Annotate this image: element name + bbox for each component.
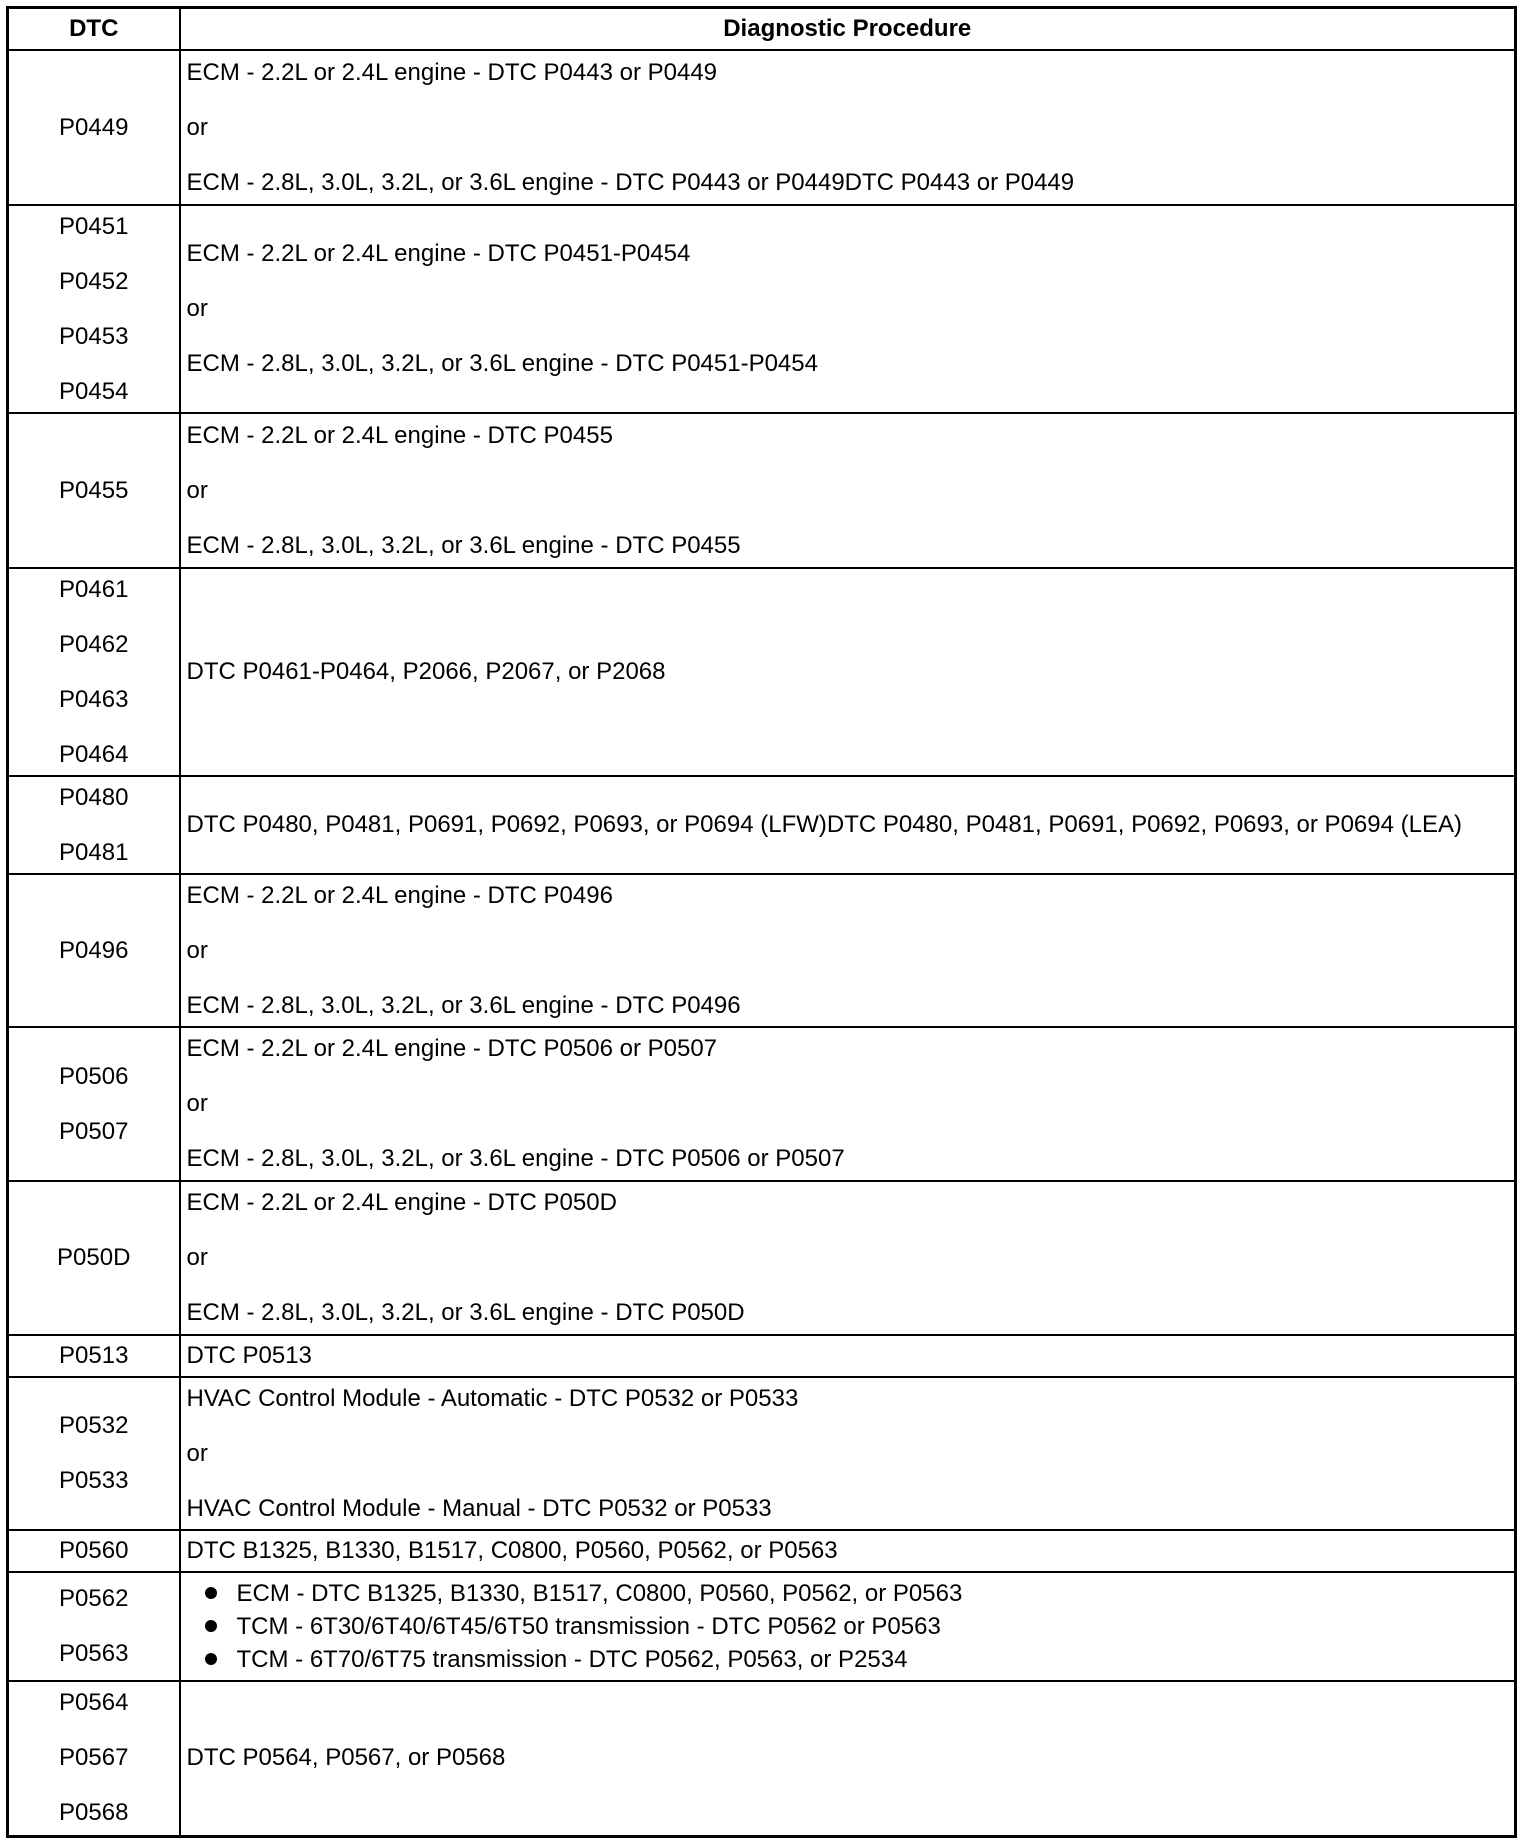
procedure-cell <box>180 776 1516 874</box>
table-row <box>8 776 1516 874</box>
dtc-code: P0464 <box>59 740 129 768</box>
dtc-cell <box>8 50 180 205</box>
dtc-cell <box>8 1572 180 1681</box>
procedure-cell <box>180 874 1516 1027</box>
procedure-cell <box>180 50 1516 205</box>
bullet-dot-icon <box>205 1587 217 1599</box>
procedure-link[interactable]: ECM - 2.8L, 3.0L, 3.2L, or 3.6L engine - DTC P0455 <box>186 531 741 559</box>
dtc-code: P0454 <box>59 377 129 405</box>
dtc-code: P0563 <box>59 1640 129 1667</box>
procedure-cell <box>180 1335 1516 1377</box>
procedure-link[interactable]: TCM - 6T30/6T40/6T45/6T50 transmission - DTC P0562 or P0563 <box>236 1613 941 1640</box>
bullet-item <box>205 1577 1505 1610</box>
procedure-cell <box>180 1181 1516 1335</box>
procedure-text: or <box>186 936 208 964</box>
procedure-cell <box>180 205 1516 413</box>
procedure-link[interactable]: HVAC Control Module - Manual - DTC P0532 or P0533 <box>186 1494 772 1522</box>
procedure-link[interactable]: DTC P0513 <box>186 1342 312 1369</box>
dtc-code: P0453 <box>59 322 129 350</box>
table-row <box>8 1681 1516 1836</box>
table-row <box>8 874 1516 1027</box>
dtc-code: P0461 <box>59 575 129 603</box>
procedure-text: or <box>186 1439 208 1467</box>
procedure-link[interactable]: ECM - 2.2L or 2.4L engine - DTC P050D <box>186 1189 617 1216</box>
dtc-cell <box>8 413 180 568</box>
procedure-link[interactable]: ECM - 2.2L or 2.4L engine - DTC P0506 or P0507 <box>186 1035 718 1062</box>
dtc-cell <box>8 874 180 1027</box>
dtc-code: P0451 <box>59 212 129 240</box>
dtc-cell <box>8 1681 180 1836</box>
dtc-code: P0564 <box>59 1689 129 1717</box>
dtc-cell <box>8 205 180 413</box>
dtc-code: P0507 <box>59 1117 129 1145</box>
table-header-row <box>8 8 1516 51</box>
procedure-link[interactable]: ECM - 2.8L, 3.0L, 3.2L, or 3.6L engine - DTC P0506 or P0507 <box>186 1145 845 1172</box>
procedure-text: or <box>186 1244 208 1271</box>
table-row <box>8 1572 1516 1681</box>
table-row <box>8 1335 1516 1377</box>
dtc-code: P0562 <box>59 1585 129 1612</box>
procedure-text: or <box>186 295 208 322</box>
procedure-cell <box>180 1027 1516 1181</box>
procedure-text: or <box>186 1090 208 1117</box>
dtc-code: P0532 <box>59 1412 129 1439</box>
dtc-code: P0455 <box>59 476 129 504</box>
table-row <box>8 413 1516 568</box>
dtc-code: P0462 <box>59 630 129 658</box>
procedure-link[interactable]: ECM - 2.2L or 2.4L engine - DTC P0496 <box>186 881 613 909</box>
procedure-cell <box>180 1681 1516 1836</box>
procedure-text: or <box>186 113 208 141</box>
dtc-code: P0506 <box>59 1062 129 1090</box>
procedure-link[interactable]: DTC B1325, B1330, B1517, C0800, P0560, P0562, or P0563 <box>186 1537 838 1564</box>
procedure-link[interactable]: ECM - 2.8L, 3.0L, 3.2L, or 3.6L engine - DTC P050D <box>186 1299 745 1326</box>
procedure-column-header: Diagnostic Procedure <box>180 8 1516 51</box>
table-row <box>8 1377 1516 1530</box>
dtc-column-header: DTC <box>8 8 180 51</box>
dtc-code: P0480 <box>59 783 129 811</box>
procedure-link[interactable]: ECM - 2.2L or 2.4L engine - DTC P0451-P0454 <box>186 240 691 267</box>
procedure-link[interactable]: ECM - 2.2L or 2.4L engine - DTC P0455 <box>186 421 613 449</box>
dtc-code: P0481 <box>59 838 129 866</box>
procedure-cell <box>180 568 1516 776</box>
bullet-dot-icon <box>205 1620 217 1632</box>
procedure-link[interactable]: ECM - 2.8L, 3.0L, 3.2L, or 3.6L engine - DTC P0496 <box>186 991 741 1019</box>
table-row <box>8 1530 1516 1572</box>
dtc-code: P0560 <box>59 1537 129 1564</box>
dtc-procedure-document <box>6 6 1514 1827</box>
bullet-item <box>205 1610 1505 1643</box>
table-row <box>8 1181 1516 1335</box>
dtc-code: P050D <box>57 1244 131 1271</box>
procedure-link[interactable]: ECM - 2.8L, 3.0L, 3.2L, or 3.6L engine - DTC P0451-P0454 <box>186 350 818 377</box>
dtc-cell <box>8 1181 180 1335</box>
dtc-code: P0513 <box>59 1342 129 1369</box>
dtc-code: P0568 <box>59 1799 129 1827</box>
dtc-code: P0567 <box>59 1744 129 1772</box>
dtc-code: P0449 <box>59 113 129 141</box>
table-row <box>8 1027 1516 1181</box>
dtc-cell <box>8 568 180 776</box>
dtc-table <box>6 6 1517 1838</box>
procedure-link[interactable]: ECM - DTC B1325, B1330, B1517, C0800, P0560, P0562, or P0563 <box>236 1580 963 1607</box>
dtc-cell <box>8 1335 180 1377</box>
dtc-cell <box>8 1530 180 1572</box>
procedure-link[interactable]: HVAC Control Module - Automatic - DTC P0532 or P0533 <box>186 1384 799 1412</box>
procedure-bullet-list <box>187 1577 1505 1676</box>
bullet-item <box>205 1643 1505 1676</box>
procedure-cell <box>180 1377 1516 1530</box>
dtc-code: P0496 <box>59 936 129 964</box>
dtc-cell <box>8 1027 180 1181</box>
table-row <box>8 568 1516 776</box>
procedure-link[interactable]: DTC P0564, P0567, or P0568 <box>186 1744 506 1772</box>
procedure-link[interactable]: DTC P0480, P0481, P0691, P0692, P0693, or P0694 (LFW)DTC P0480, P0481, P0691, P0692, P0693, or P0694 (LEA) <box>186 811 1462 838</box>
dtc-code: P0463 <box>59 685 129 713</box>
procedure-link[interactable]: DTC P0461-P0464, P2066, P2067, or P2068 <box>186 658 666 685</box>
dtc-code: P0533 <box>59 1467 129 1494</box>
procedure-link[interactable]: TCM - 6T70/6T75 transmission - DTC P0562, P0563, or P2534 <box>236 1646 908 1673</box>
dtc-cell <box>8 776 180 874</box>
procedure-cell <box>180 413 1516 568</box>
table-row <box>8 50 1516 205</box>
table-row <box>8 205 1516 413</box>
procedure-link[interactable]: ECM - 2.2L or 2.4L engine - DTC P0443 or P0449 <box>186 58 718 86</box>
dtc-cell <box>8 1377 180 1530</box>
dtc-code: P0452 <box>59 267 129 295</box>
procedure-link[interactable]: ECM - 2.8L, 3.0L, 3.2L, or 3.6L engine - DTC P0443 or P0449DTC P0443 or P0449 <box>186 168 1075 196</box>
procedure-text: or <box>186 476 208 504</box>
procedure-cell <box>180 1530 1516 1572</box>
procedure-cell <box>180 1572 1516 1681</box>
bullet-dot-icon <box>205 1653 217 1665</box>
